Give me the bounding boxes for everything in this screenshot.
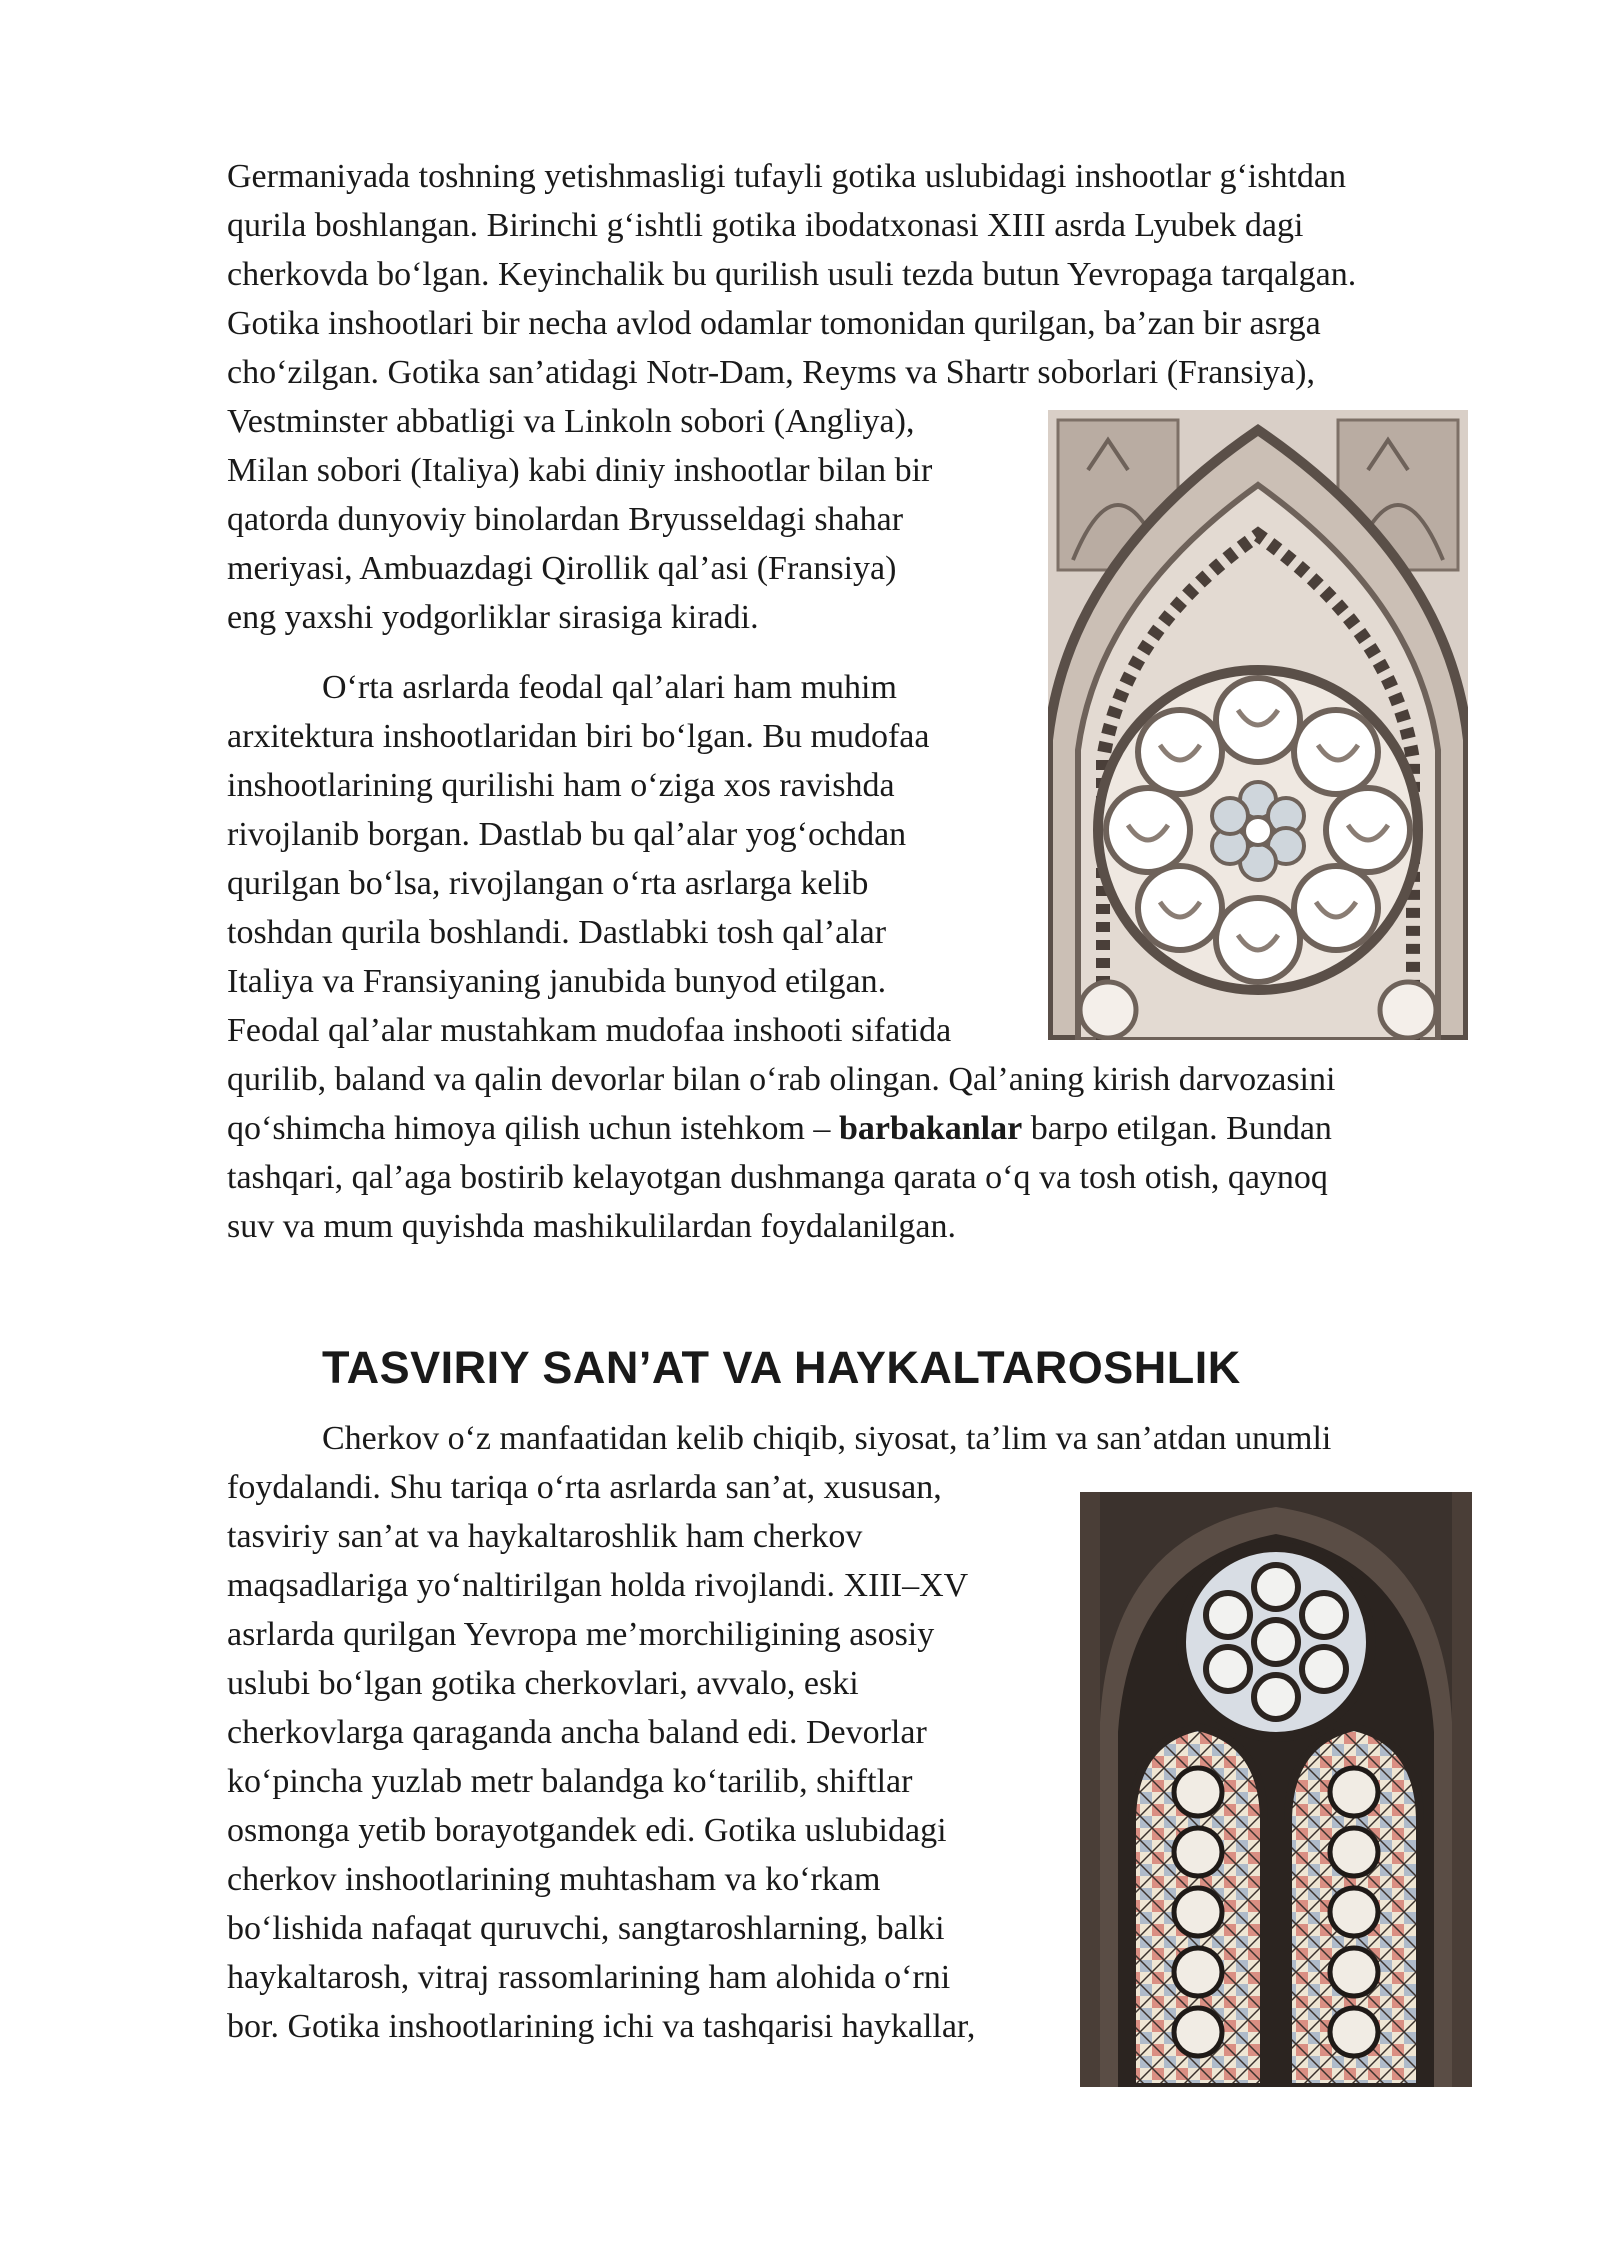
gothic-rose-window-image xyxy=(1048,410,1468,1040)
paragraph-line: Italiya va Fransiyaning janubida bunyod etilgan. xyxy=(227,963,887,1000)
paragraph-line: asrlarda qurilgan Yevropa me’morchiligining asosiy xyxy=(227,1616,935,1653)
paragraph-line: foydalandi. Shu tariqa o‘rta asrlarda san’at, xususan, xyxy=(227,1469,942,1506)
paragraph-line: meriyasi, Ambuazdagi Qirollik qal’asi (Fransiya) xyxy=(227,550,897,587)
paragraph-line: maqsadlariga yo‘naltirilgan holda rivojlandi. XIII–XV xyxy=(227,1567,969,1604)
paragraph-line: haykaltarosh, vitraj rassomlarining ham alohida o‘rni xyxy=(227,1959,951,1996)
paragraph-line: cherkovlarga qaraganda ancha baland edi. Devorlar xyxy=(227,1714,927,1751)
paragraph-line: qatorda dunyoviy binolardan Bryusseldagi shahar xyxy=(227,501,904,538)
paragraph-line: osmonga yetib borayotgandek edi. Gotika uslubidagi xyxy=(227,1812,947,1849)
paragraph-line: rivojlanib borgan. Dastlab bu qal’alar yog‘ochdan xyxy=(227,816,907,853)
paragraph-line: Vestminster abbatligi va Linkoln sobori (Angliya), xyxy=(227,403,915,440)
paragraph-line: qurilgan bo‘lsa, rivojlangan o‘rta asrlarga kelib xyxy=(227,865,869,902)
paragraph-line: Germaniyada toshning yetishmasligi tufayli gotika uslubidagi inshootlar g‘ishtdan xyxy=(227,158,1346,195)
paragraph-line: qurilib, baland va qalin devorlar bilan o‘rab olingan. Qal’aning kirish darvozasini xyxy=(227,1061,1336,1098)
paragraph-line: cho‘zilgan. Gotika san’atidagi Notr-Dam, Reyms va Shartr soborlari (Fransiya), xyxy=(227,354,1315,391)
stained-glass-window-image xyxy=(1080,1492,1472,2087)
text-span: qo‘shimcha himoya qilish uchun istehkom – xyxy=(227,1110,839,1147)
paragraph-line: toshdan qurila boshlandi. Dastlabki tosh qal’alar xyxy=(227,914,887,951)
paragraph-line: suv va mum quyishda mashikulilardan foydalanilgan. xyxy=(227,1208,956,1245)
paragraph-line: Gotika inshootlari bir necha avlod odamlar tomonidan qurilgan, ba’zan bir asrga xyxy=(227,305,1321,342)
paragraph-line: Milan sobori (Italiya) kabi diniy inshootlar bilan bir xyxy=(227,452,933,489)
paragraph-line: eng yaxshi yodgorliklar sirasiga kiradi. xyxy=(227,599,759,636)
paragraph-line: arxitektura inshootlaridan biri bo‘lgan. Bu mudofaa xyxy=(227,718,930,755)
paragraph-line: uslubi bo‘lgan gotika cherkovlari, avvalo, eski xyxy=(227,1665,859,1702)
paragraph-line: cherkovda bo‘lgan. Keyinchalik bu qurilish usuli tezda butun Yevropaga tarqalgan. xyxy=(227,256,1357,293)
paragraph-line: ko‘pincha yuzlab metr balandga ko‘tarilib, shiftlar xyxy=(227,1763,913,1800)
paragraph-line: Cherkov o‘z manfaatidan kelib chiqib, siyosat, ta’lim va san’atdan unumli xyxy=(322,1420,1332,1457)
bold-term-barbakanlar: barbakanlar xyxy=(838,1110,1023,1147)
section-heading: TASVIRIY SAN’AT VA HAYKALTAROSHLIK xyxy=(322,1342,1241,1393)
text-span: barpo etilgan. Bundan xyxy=(1022,1110,1332,1147)
paragraph-line: O‘rta asrlarda feodal qal’alari ham muhim xyxy=(322,669,897,706)
paragraph-line-with-bold xyxy=(227,1104,1332,1153)
paragraph-line: qurila boshlangan. Birinchi g‘ishtli gotika ibodatxonasi XIII asrda Lyubek dagi xyxy=(227,207,1304,244)
paragraph-line: bo‘lishida nafaqat quruvchi, sangtaroshlarning, balki xyxy=(227,1910,945,1947)
paragraph-line: inshootlarining qurilishi ham o‘ziga xos ravishda xyxy=(227,767,895,804)
paragraph-line: cherkov inshootlarining muhtasham va ko‘rkam xyxy=(227,1861,881,1898)
paragraph-line: tasviriy san’at va haykaltaroshlik ham cherkov xyxy=(227,1518,863,1555)
paragraph-line: bor. Gotika inshootlarining ichi va tashqarisi haykallar, xyxy=(227,2008,976,2045)
paragraph-line: Feodal qal’alar mustahkam mudofaa inshooti sifatida xyxy=(227,1012,952,1049)
paragraph-line: tashqari, qal’aga bostirib kelayotgan dushmanga qarata o‘q va tosh otish, qaynoq xyxy=(227,1159,1328,1196)
